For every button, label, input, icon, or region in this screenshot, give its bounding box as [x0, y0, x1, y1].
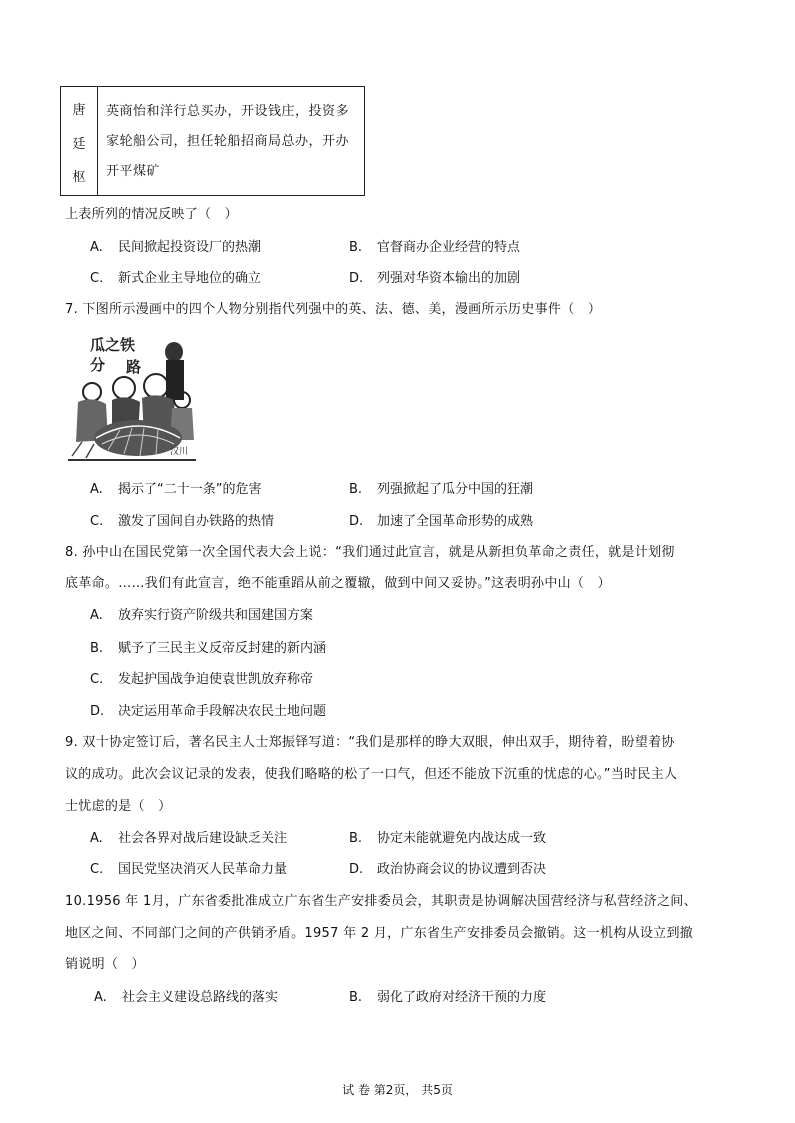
- option-text: 揭示了“二十一条”的危害: [118, 482, 262, 497]
- option-text: 决定运用革命手段解决农民土地问题: [118, 704, 327, 719]
- option-text: 发起护国战争迫使袁世凯放弃称帝: [118, 672, 314, 687]
- option-label: C.: [90, 271, 104, 286]
- option-label: A.: [90, 482, 103, 497]
- q8-option-d[interactable]: [90, 700, 326, 719]
- svg-text:汉川: 汉川: [170, 447, 189, 457]
- q7-option-a[interactable]: [90, 478, 261, 497]
- option-text: 放弃实行资产阶级共和国建国方案: [118, 608, 314, 623]
- table-name-char: 唐: [72, 103, 86, 118]
- page-footer: 试 卷 第2页， 共5页: [342, 1083, 453, 1097]
- option-text: 加速了全国革命形势的成熟: [377, 514, 534, 529]
- q9-option-d[interactable]: [349, 858, 546, 877]
- option-text: 官督商办企业经营的特点: [377, 240, 521, 255]
- option-text: 列强对华资本输出的加剧: [377, 271, 521, 286]
- q10-stem-line-2: 地区之间、不同部门之间的产供销矛盾。1957 年 2 月，广东省生产安排委员会撤销。这一机构从设立到撤: [65, 926, 694, 941]
- option-text: 新式企业主导地位的确立: [118, 271, 262, 286]
- option-label: A.: [94, 990, 107, 1005]
- q8-stem-line-1: 8. 孙中山在国民党第一次全国代表大会上说：“我们通过此宣言，就是从新担负革命之责任，就是计划彻: [65, 545, 675, 560]
- q7-option-c[interactable]: [90, 510, 274, 529]
- q8-option-b[interactable]: [90, 637, 326, 656]
- svg-text:分: 分: [90, 356, 106, 374]
- option-label: C.: [90, 514, 104, 529]
- q6-option-b[interactable]: [349, 236, 520, 255]
- q9-stem-line-3: 士忧虑的是（ ）: [65, 799, 172, 814]
- q8-stem-line-2: 底革命。……我们有此宣言，绝不能重蹈从前之覆辙，做到中间又妥协。”这表明孙中山（ ）: [65, 576, 611, 591]
- q9-option-b[interactable]: [349, 827, 546, 846]
- q9-option-a[interactable]: [90, 827, 287, 846]
- q10-option-a[interactable]: [94, 986, 278, 1005]
- q10-stem-line-1: 10.1956 年 1月，广东省委批准成立广东省生产安排委员会，其职责是协调解决国营经济与私营经济之间、: [65, 894, 697, 909]
- option-text: 政治协商会议的协议遭到否决: [377, 862, 547, 877]
- q6-option-c[interactable]: [90, 267, 261, 286]
- q8-option-a[interactable]: [90, 604, 313, 623]
- option-label: D.: [349, 271, 364, 286]
- option-label: A.: [90, 831, 103, 846]
- table-name-char: 枢: [72, 170, 86, 185]
- option-label: C.: [90, 862, 104, 877]
- option-text: 协定未能就避免内战达成一致: [377, 831, 547, 846]
- option-label: B.: [90, 641, 104, 656]
- q6-option-a[interactable]: [90, 236, 261, 255]
- option-label: D.: [90, 704, 105, 719]
- option-text: 民间掀起投资设厂的热潮: [118, 240, 262, 255]
- q10-stem-line-3: 销说明（ ）: [65, 957, 145, 972]
- svg-text:路: 路: [126, 358, 142, 376]
- q9-option-c[interactable]: [90, 858, 287, 877]
- q7-stem: 7. 下图所示漫画中的四个人物分别指代列强中的英、法、德、美，漫画所示历史事件（ ）: [65, 302, 602, 317]
- q7-option-d[interactable]: [349, 510, 533, 529]
- option-label: B.: [349, 482, 363, 497]
- q8-option-c[interactable]: [90, 668, 313, 687]
- option-text: 赋予了三民主义反帝反封建的新内涵: [118, 641, 327, 656]
- option-text: 社会主义建设总路线的落实: [122, 990, 279, 1005]
- table-name-char: 廷: [72, 136, 86, 152]
- option-label: D.: [349, 862, 364, 877]
- option-label: C.: [90, 672, 104, 687]
- q9-stem-line-2: 议的成功。此次会议记录的发表，使我们略略的松了一口气，但还不能放下沉重的忧虑的心。”当时民主人: [65, 767, 678, 782]
- option-label: A.: [90, 608, 103, 623]
- q6-stem: 上表所列的情况反映了（ ）: [65, 207, 238, 222]
- option-text: 国民党坚决消灭人民革命力量: [118, 862, 288, 877]
- q10-option-b[interactable]: [349, 986, 546, 1005]
- table-name-cell: [61, 87, 98, 195]
- option-label: B.: [349, 831, 363, 846]
- cartoon-image: [68, 330, 196, 464]
- option-text: 列强掀起了瓜分中国的狂潮: [377, 482, 534, 497]
- option-text: 弱化了政府对经济干预的力度: [377, 990, 547, 1005]
- option-label: A.: [90, 240, 103, 255]
- option-label: D.: [349, 514, 364, 529]
- option-label: B.: [349, 990, 363, 1005]
- svg-text:瓜之铁: 瓜之铁: [90, 336, 136, 354]
- q9-stem-line-1: 9. 双十协定签订后，著名民主人士郑振铎写道：“我们是那样的睁大双眼，伸出双手，期待着，盼望着协: [65, 735, 675, 750]
- table-description-cell: 英商怡和洋行总买办，开设钱庄，投资多家轮船公司，担任轮船招商局总办，开办开平煤矿: [106, 104, 350, 179]
- info-table: [60, 86, 365, 196]
- option-text: 激发了国间自办铁路的热情: [118, 514, 275, 529]
- q7-option-b[interactable]: [349, 478, 533, 497]
- q6-option-d[interactable]: [349, 267, 520, 286]
- option-text: 社会各界对战后建设缺乏关注: [118, 831, 288, 846]
- option-label: B.: [349, 240, 363, 255]
